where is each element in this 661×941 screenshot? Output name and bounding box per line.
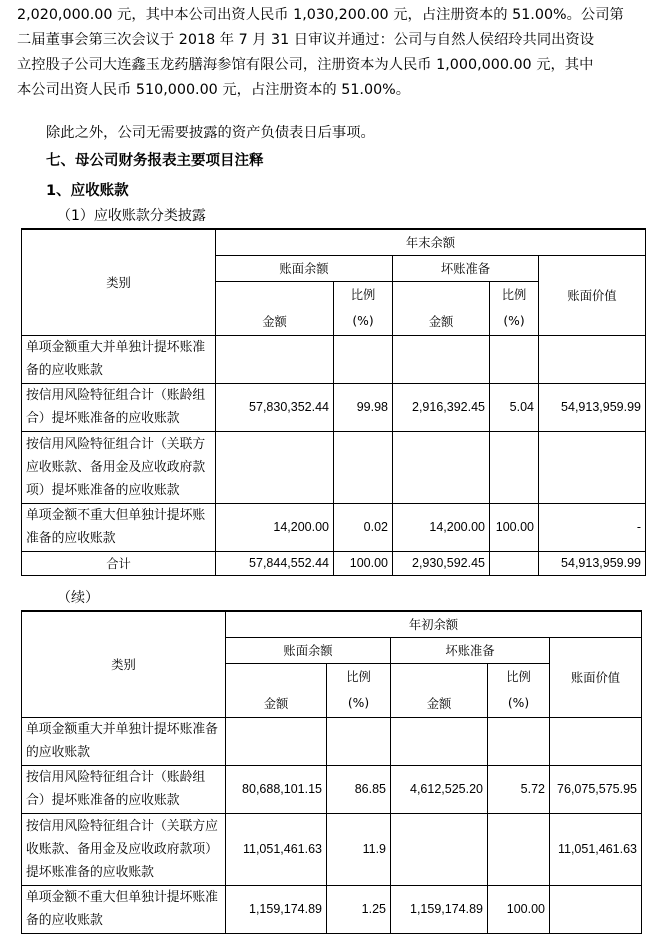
amount-header: 金额 (391, 663, 488, 717)
receivables-table-year-end (21, 228, 646, 576)
bad-debt-amount (393, 335, 490, 383)
pct-unit: (%) (347, 696, 370, 710)
category-header: 类别 (22, 611, 226, 717)
book-value-header: 账面价值 (550, 637, 642, 717)
intro-line: 二届董事会第三次会议于 2018 年 7 月 31 日审议并通过：公司与自然人侯绍玲共同出资设 (17, 32, 595, 48)
bad-debt-header: 坏账准备 (393, 255, 539, 281)
pct-unit: (%) (352, 314, 374, 328)
bad-debt-amount: 14,200.00 (393, 503, 490, 551)
amount-header: 金额 (226, 663, 327, 717)
bad-debt-amount: 1,159,174.89 (391, 885, 488, 933)
subsection-heading: （1）应收账款分类披露 (57, 208, 206, 224)
table-row (22, 717, 642, 765)
book-amount (226, 717, 327, 765)
book-value (550, 717, 642, 765)
row-category: 单项金额重大并单独计提坏账准备的应收账款 (22, 717, 226, 765)
book-value-header: 账面价值 (539, 255, 646, 335)
bad-debt-ratio: 100.00 (488, 885, 550, 933)
total-label: 合计 (22, 551, 216, 575)
period-header: 年末余额 (216, 229, 646, 255)
row-category: 单项金额不重大但单独计提坏账准备的应收账款 (22, 503, 216, 551)
book-value (550, 885, 642, 933)
book-ratio: 100.00 (334, 551, 393, 575)
intro-line: 2,020,000.00 元，其中本公司出资人民币 1,030,200.00 元，占注册资本的 51.00%。公司第 (17, 7, 624, 23)
amount-header: 金额 (216, 281, 334, 335)
table-row (22, 335, 646, 383)
ratio-header (488, 663, 550, 717)
table-row (22, 383, 646, 431)
ratio-header (327, 663, 391, 717)
book-value: 54,913,959.99 (539, 551, 646, 575)
bad-debt-amount: 2,916,392.45 (393, 383, 490, 431)
receivables-table-year-begin (21, 610, 642, 934)
pct-unit: (%) (503, 314, 525, 328)
ratio-label: 比例 (501, 288, 527, 302)
book-balance-header: 账面余额 (226, 637, 391, 663)
bad-debt-amount (391, 717, 488, 765)
row-category: 按信用风险特征组合计（关联方应收账款、备用金及应收政府款项）提坏账准备的应收账款 (22, 813, 226, 885)
book-amount: 57,844,552.44 (216, 551, 334, 575)
ratio-label: 比例 (350, 288, 376, 302)
book-ratio: 0.02 (334, 503, 393, 551)
total-row (22, 551, 646, 575)
book-balance-header: 账面余额 (216, 255, 393, 281)
period-header: 年初余额 (226, 611, 642, 637)
ratio-header (490, 281, 539, 335)
bad-debt-ratio: 5.72 (488, 765, 550, 813)
book-amount (216, 335, 334, 383)
amount-header: 金额 (393, 281, 490, 335)
bad-debt-ratio (490, 551, 539, 575)
book-amount (216, 431, 334, 503)
book-ratio: 99.98 (334, 383, 393, 431)
table-row (22, 503, 646, 551)
book-ratio: 1.25 (327, 885, 391, 933)
bad-debt-header: 坏账准备 (391, 637, 550, 663)
book-amount: 57,830,352.44 (216, 383, 334, 431)
book-value: 54,913,959.99 (539, 383, 646, 431)
table-row (22, 885, 642, 933)
table-row (22, 813, 642, 885)
row-category: 单项金额不重大但单独计提坏账准备的应收账款 (22, 885, 226, 933)
row-category: 按信用风险特征组合计（账龄组合）提坏账准备的应收账款 (22, 765, 226, 813)
pct-unit: (%) (507, 696, 530, 710)
bad-debt-amount (393, 431, 490, 503)
book-amount: 11,051,461.63 (226, 813, 327, 885)
table-row (22, 765, 642, 813)
item-heading: 1、应收账款 (46, 183, 129, 199)
book-value: - (539, 503, 646, 551)
bad-debt-amount: 2,930,592.45 (393, 551, 490, 575)
ratio-label: 比例 (506, 670, 531, 684)
book-ratio (334, 335, 393, 383)
bad-debt-amount (391, 813, 488, 885)
book-ratio (334, 431, 393, 503)
book-amount: 80,688,101.15 (226, 765, 327, 813)
intro-paragraph (17, 3, 649, 103)
row-category: 单项金额重大并单独计提坏账准备的应收账款 (22, 335, 216, 383)
book-ratio (327, 717, 391, 765)
ratio-label: 比例 (346, 670, 371, 684)
bad-debt-ratio (488, 717, 550, 765)
bad-debt-ratio: 100.00 (490, 503, 539, 551)
book-value: 76,075,575.95 (550, 765, 642, 813)
book-value (539, 335, 646, 383)
note-paragraph: 除此之外，公司无需要披露的资产负债表日后事项。 (46, 125, 375, 141)
bad-debt-ratio (488, 813, 550, 885)
ratio-header (334, 281, 393, 335)
intro-line: 立控股子公司大连鑫玉龙药膳海参馆有限公司，注册资本为人民币 1,000,000.00 元，其中 (17, 57, 594, 73)
table-row (22, 431, 646, 503)
bad-debt-ratio: 5.04 (490, 383, 539, 431)
book-ratio: 86.85 (327, 765, 391, 813)
book-amount: 14,200.00 (216, 503, 334, 551)
continued-label: （续） (57, 590, 99, 606)
book-value: 11,051,461.63 (550, 813, 642, 885)
row-category: 按信用风险特征组合计（账龄组合）提坏账准备的应收账款 (22, 383, 216, 431)
intro-line: 本公司出资人民币 510,000.00 元，占注册资本的 51.00%。 (17, 82, 411, 98)
book-amount: 1,159,174.89 (226, 885, 327, 933)
section-heading: 七、母公司财务报表主要项目注释 (46, 153, 264, 169)
bad-debt-ratio (490, 431, 539, 503)
row-category: 按信用风险特征组合计（关联方应收账款、备用金及应收政府款项）提坏账准备的应收账款 (22, 431, 216, 503)
book-ratio: 11.9 (327, 813, 391, 885)
bad-debt-ratio (490, 335, 539, 383)
book-value (539, 431, 646, 503)
category-header: 类别 (22, 229, 216, 335)
bad-debt-amount: 4,612,525.20 (391, 765, 488, 813)
